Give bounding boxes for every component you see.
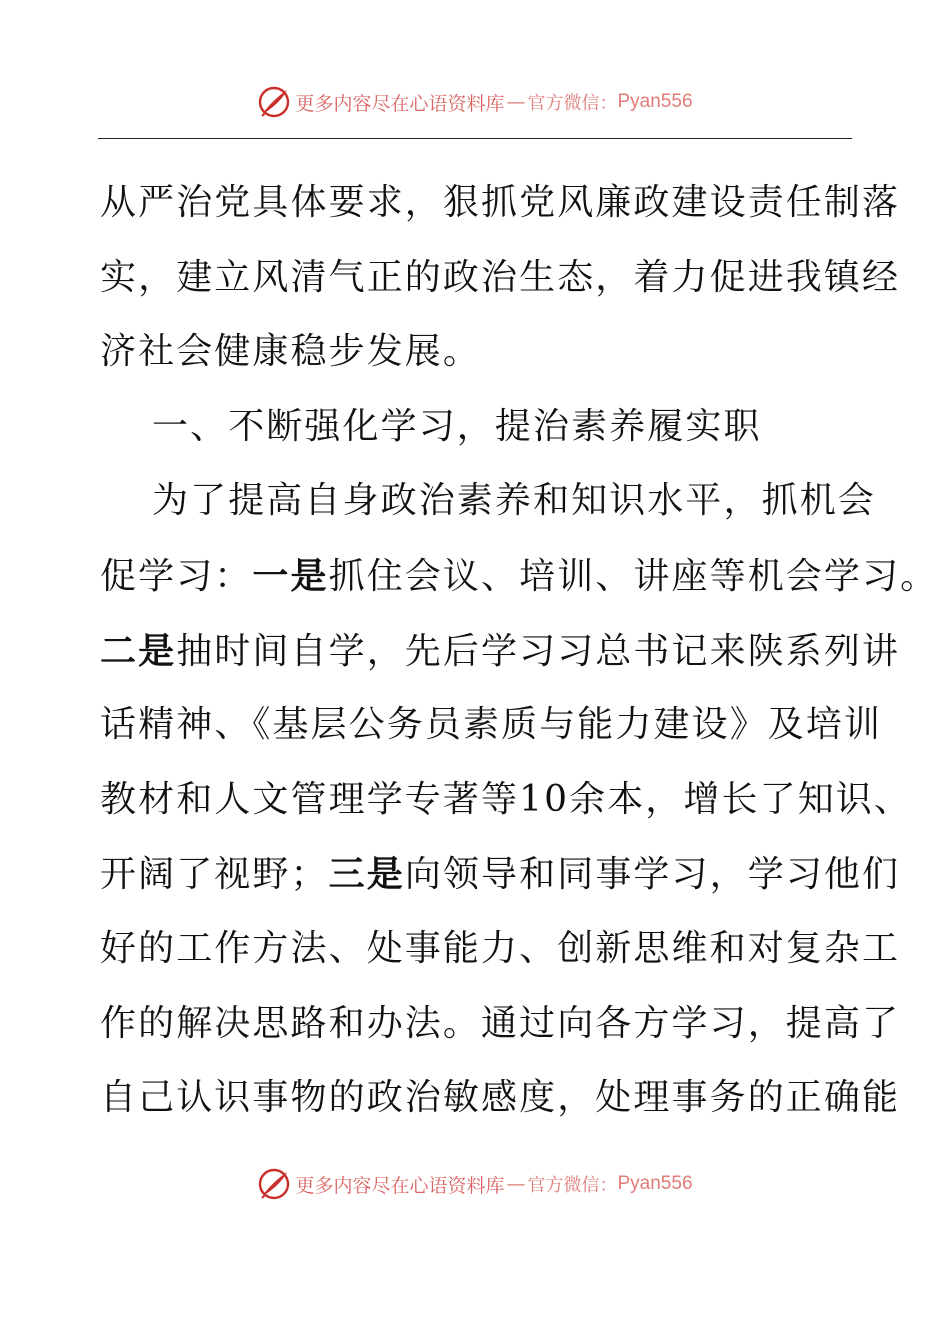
bold-marker: 三是 [328,853,405,896]
footer-banner-dash: — [506,1173,526,1195]
bold-marker: 一是 [252,554,329,597]
section-heading: 一、不断强化学习，提治素养履实职 [152,405,762,447]
body-line [100,837,901,912]
body-line: 济社会健康稳步发展。 [100,331,482,373]
footer-banner-text: 更多内容尽在心语资料库 [295,1174,505,1197]
body-line: 自己认识事物的政治敏感度，处理事务的正确能 [100,1077,901,1119]
quill-logo-icon [257,85,291,119]
document-body [100,166,939,1136]
bold-marker: 二是 [100,629,177,672]
header-banner-dash: — [506,91,526,113]
body-line: 从严治党具体要求，狠抓党风廉政建设责任制落 [100,182,901,223]
body-text: 向领导和同事学习，学习他们 [404,854,901,896]
header-wechat-id: Pyan556 [617,91,693,112]
body-line: 实，建立风清气正的政治生态，着力促进我镇经 [100,256,901,298]
body-line: 作的解决思路和办法。通过向各方学习，提高了 [100,1002,901,1044]
body-text: 促学习： [100,555,253,597]
body-line: 好的工作方法、处事能力、创新思维和对复杂工 [100,927,901,969]
footer-banner [0,1162,950,1206]
body-line: 为了提高自身政治素养和知识水平，抓机会 [152,480,876,522]
body-text: 开阔了视野； [100,854,329,896]
header-banner-text: 更多内容尽在心语资料库 [295,92,505,115]
header-divider [98,138,852,139]
body-line: 话精神、《基层公务员素质与能力建设》及培训 [100,704,883,746]
body-text: 抓住会议、培训、讲座等机会学习。 [328,555,939,597]
body-line: 教材和人文管理学专著等10余本，增长了知识、 [100,778,913,820]
header-wechat-label: 官方微信： [527,93,618,114]
quill-logo-icon [257,1167,291,1201]
header-banner [0,80,950,124]
footer-wechat-id: Pyan556 [617,1173,693,1194]
body-text: 抽时间自学，先后学习习总书记来陕系列讲 [176,630,901,672]
footer-wechat-label: 官方微信： [527,1175,618,1196]
body-line [100,539,939,614]
body-line [100,614,901,689]
